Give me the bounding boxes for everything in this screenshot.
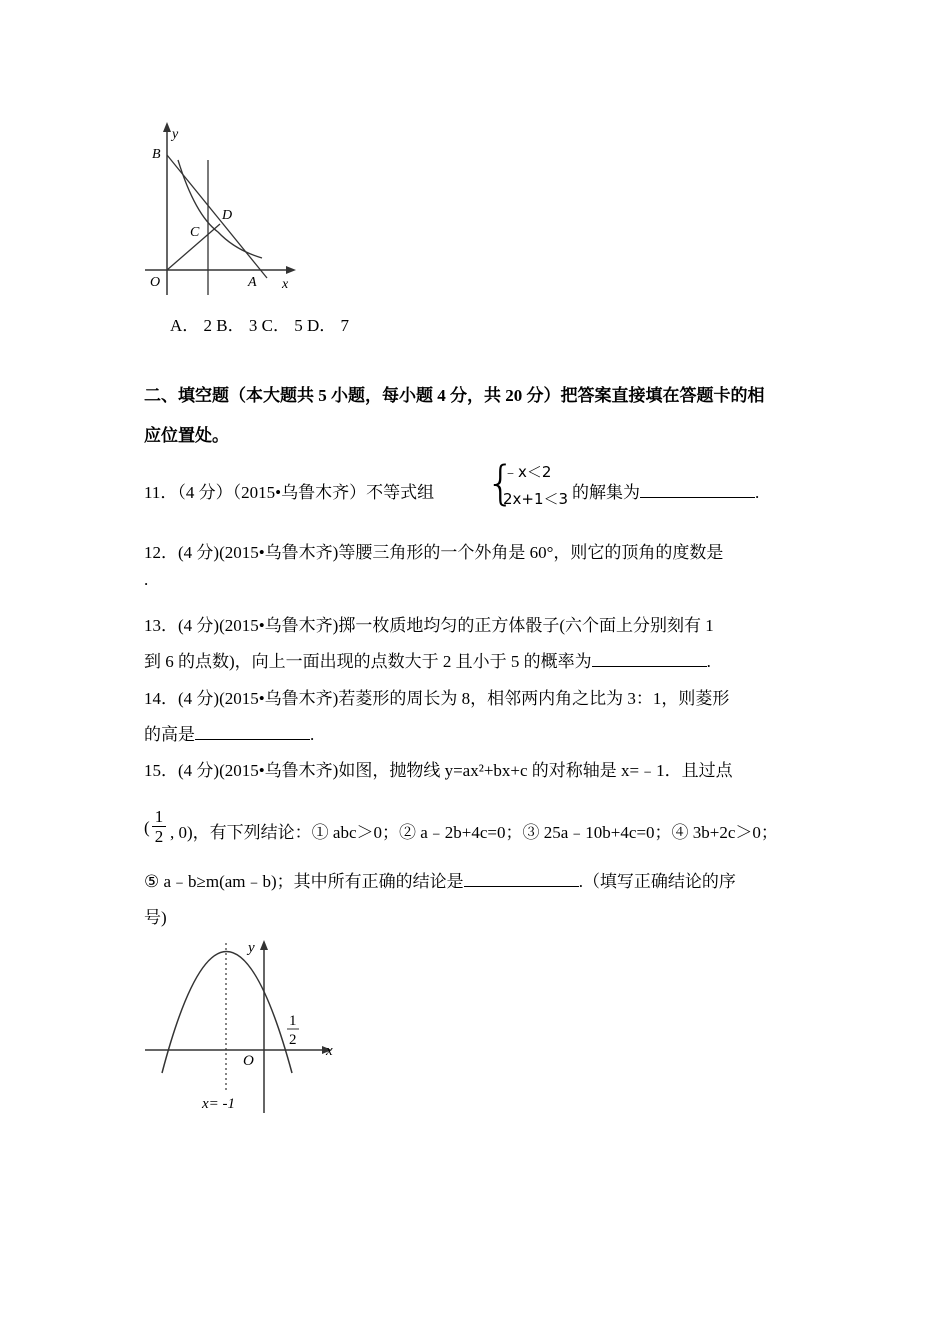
q11-prefix: 11．（4 分）（2015•乌鲁木齐）不等式组	[144, 483, 435, 502]
q12-line-2: .	[144, 570, 149, 589]
answer-blank[interactable]	[592, 652, 707, 667]
q13-end: .	[706, 652, 711, 671]
label-y: y	[172, 127, 179, 142]
answer-blank[interactable]	[195, 725, 310, 740]
answer-blank[interactable]	[640, 483, 755, 498]
fraction-one-half	[152, 808, 166, 845]
label-symmetry-axis: x= -1	[202, 1096, 236, 1112]
figure-1	[140, 120, 310, 300]
label-b: B	[152, 147, 161, 162]
label-y: y	[248, 940, 255, 956]
x-axis-arrow	[286, 266, 296, 274]
label-half-numerator: 1	[289, 1013, 297, 1029]
q15-line-3	[144, 867, 736, 892]
section-2-heading-line-1: 二、填空题（本大题共 5 小题，每小题 4 分，共 20 分）把答案直接填在答题卡的相	[144, 386, 765, 405]
q14-end: .	[310, 725, 315, 744]
system-line-2: 2x+1＜3	[503, 490, 569, 508]
q14-line-2	[144, 720, 314, 745]
q15-line-3-end: .（填写正确结论的序	[578, 872, 736, 891]
q10-options: A． 2 B． 3 C． 5 D． 7	[170, 316, 349, 335]
q15-paren-open: (	[144, 818, 150, 837]
figure-2	[140, 935, 350, 1115]
q13-line-2	[144, 647, 711, 672]
q13-line-2-text: 到 6 的点数)，向上一面出现的点数大于 2 且小于 5 的概率为	[144, 652, 592, 671]
q15-line-1: 15．(4 分)(2015•乌鲁木齐)如图，抛物线 y=ax²+bx+c 的对称轴是 x=﹣1．且过点	[144, 761, 733, 780]
label-o: O	[243, 1053, 254, 1069]
label-d: D	[222, 208, 233, 223]
answer-blank[interactable]	[464, 872, 579, 887]
system-brace: {	[486, 456, 516, 510]
system-line-1: ﹣x＜2	[503, 463, 552, 481]
q11-suffix	[572, 478, 759, 503]
q15-line-3-text: ⑤ a﹣b≥m(am﹣b)；其中所有正确的结论是	[144, 872, 464, 891]
label-x: x	[282, 277, 289, 292]
parabola-curve	[162, 952, 292, 1074]
label-x: x	[326, 1043, 333, 1059]
q15-line-2: , 0)，有下列结论：① abc＞0；② a﹣2b+4c=0；③ 25a﹣10b+4c=0；④ 3b+2c＞0；	[170, 823, 778, 842]
q14-line-1: 14．(4 分)(2015•乌鲁木齐)若菱形的周长为 8，相邻两内角之比为 3：1，则菱形	[144, 689, 730, 708]
section-2-heading-line-2: 应位置处。	[144, 426, 229, 445]
q13-line-1: 13．(4 分)(2015•乌鲁木齐)掷一枚质地均匀的正方体骰子(六个面上分别刻有 1	[144, 616, 714, 635]
hyperbola-curve	[178, 160, 262, 258]
label-half-denominator: 2	[289, 1032, 297, 1048]
fraction-numerator: 1	[154, 807, 164, 826]
label-o: O	[150, 275, 161, 290]
q11-end: .	[755, 483, 760, 502]
label-c: C	[190, 225, 200, 240]
q12-line-1: 12．(4 分)(2015•乌鲁木齐)等腰三角形的一个外角是 60°，则它的顶角的度数是	[144, 543, 724, 562]
y-axis-arrow	[260, 940, 268, 950]
q14-line-2-text: 的高是	[144, 725, 195, 744]
q15-line-4: 号)	[144, 908, 167, 927]
label-a: A	[248, 275, 257, 290]
q11-suffix-text: 的解集为	[572, 483, 640, 502]
y-axis-arrow	[163, 122, 171, 132]
fraction-denominator: 2	[154, 827, 164, 846]
